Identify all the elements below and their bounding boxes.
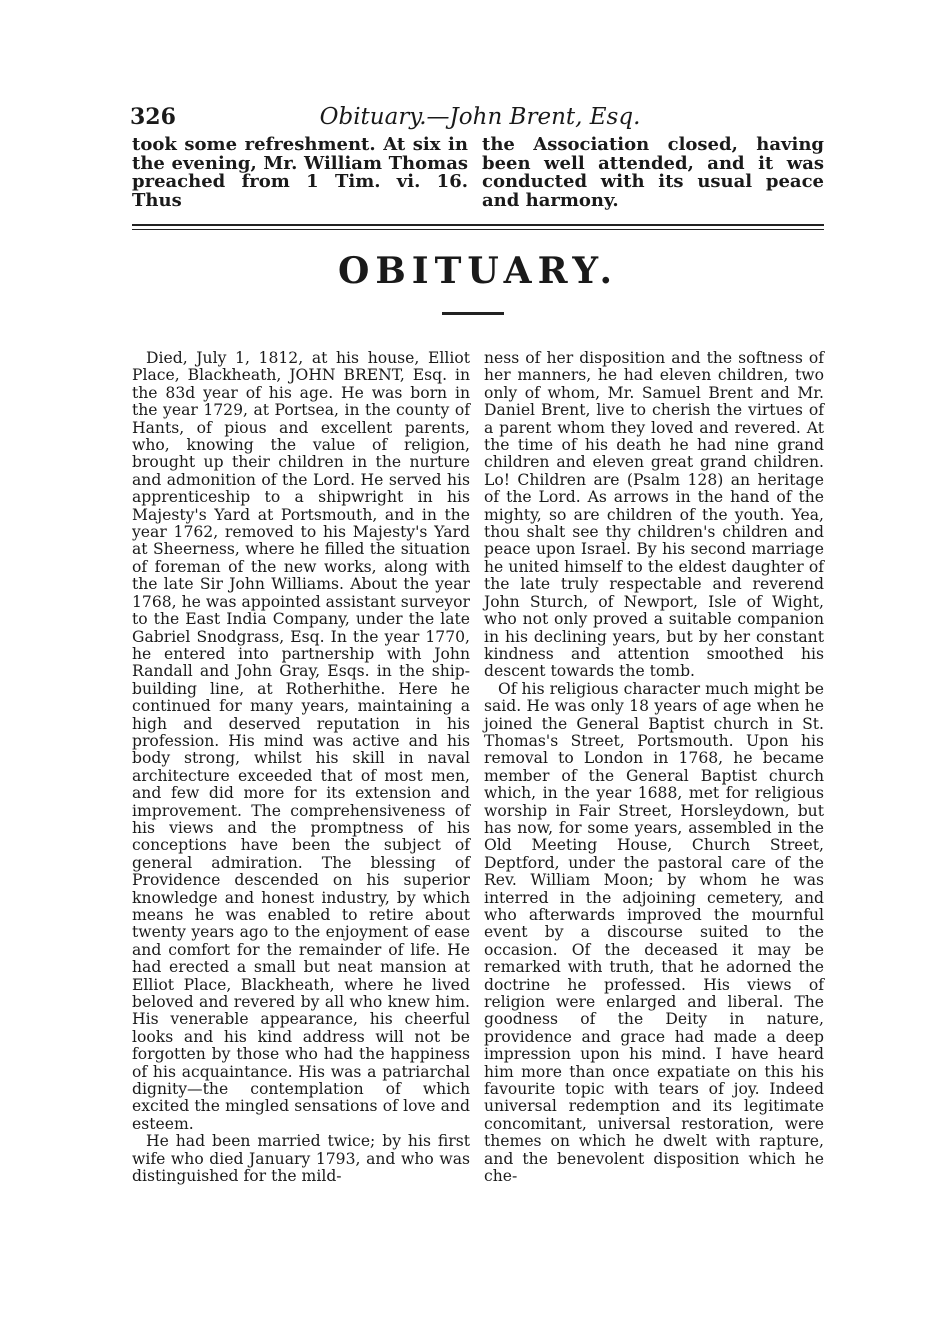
paragraph: He had been married twice; by his first wife who died January 1793, and who was distinguished for the mild- <box>132 1132 470 1186</box>
section-divider <box>132 224 824 226</box>
obituary-column-left <box>132 350 470 1186</box>
obituary-column-right <box>484 350 824 1186</box>
running-title: Obituary.—John Brent, Esq. <box>319 104 641 130</box>
continued-text-left <box>132 136 468 210</box>
paragraph: took some refreshment. At six in the evening, Mr. William Thomas preached from 1 Tim. vi. 16. Thus <box>132 134 468 211</box>
paragraph: Died, July 1, 1812, at his house, Elliot Place, Blackheath, JOHN BRENT, Esq. in the 83d year of his age. He was born in the year 1729, at Portsea, in the county of Hants, of pious and excellent parents, who, knowing the value of religion, brought up their children in the nurture and admonition of the Lord. He served his apprenticeship to a shipwright in his Majesty's Yard at Portsmouth, and in the year 1762, removed to his Majesty's Yard at Sheerness, where he filled the situation of foreman of the new works, along with the late Sir John Williams. About the year 1768, he was appointed assistant surveyor to the East India Company, under the late Gabriel Snodgrass, Esq. In the year 1770, he entered into partnership with John Randall and John Gray, Esqs. in the ship-building line, at Rotherhithe. Here he continued for many years, maintaining a high and deserved reputation in his profession. His mind was active and his body strong, whilst his skill in naval architecture exceeded that of most men, and few did more for its extension and improvement. The comprehensiveness of his views and the promptness of his conceptions have been the subject of general admiration. The blessing of Providence descended on his superior knowledge and honest industry, by which means he was enabled to retire about twenty years ago to the enjoyment of ease and comfort for the remainder of life. He had erected a small but neat mansion at Elliot Place, Blackheath, where he lived beloved and revered by all who knew him. His venerable appearance, his cheerful looks and his kind address will not be forgotten by those who had the happiness of his acquaintance. His was a patriarchal dignity—the contemplation of which excited the mingled sensations of love and esteem. <box>132 349 470 1133</box>
page-number: 326 <box>130 104 176 130</box>
section-divider-thin <box>132 229 824 230</box>
paragraph: Of his religious character much might be said. He was only 18 years of age when he joined the General Baptist church in St. Thomas's Street, Portsmouth. Upon his removal to London in 1768, he became member of the General Baptist church which, in the year 1688, met for religious worship in Fair Street, Horsleydown, but has now, for some years, assembled in the Old Meeting House, Church Street, Deptford, under the pastoral care of the Rev. William Moon; by whom he was interred in the adjoining cemetery, and who afterwards improved the mournful event by a discourse suited to the occasion. Of the deceased it may be remarked with truth, that he adorned the doctrine he professed. His views of religion were enlarged and liberal. The goodness of the Deity in nature, providence and grace had made a deep impression upon his mind. I have heard him more than once expatiate on this his favourite topic with tears of joy. Indeed universal redemption and its legitimate concomitant, universal restoration, were themes on which he dwelt with rapture, and the benevolent disposition which he che- <box>484 679 824 1186</box>
title-underline <box>442 312 504 315</box>
paragraph: ness of her disposition and the softness of her manners, he had eleven children, two only of whom, Mr. Samuel Brent and Mr. Daniel Brent, live to cherish the virtues of a parent whom they loved and revered. At the time of his death he had nine grand children and eleven great grand children. Lo! Children are (Psalm 128) an heritage of the Lord. As arrows in the hand of the mighty, so are children of the youth. Yea, thou shalt see thy children's children and peace upon Israel. By his second marriage he united himself to the eldest daughter of the late truly respectable and reverend John Sturch, of Newport, Isle of Wight, who not only proved a suitable companion in his declining years, but by her constant kindness and attention smoothed his descent towards the tomb. <box>484 349 824 681</box>
continued-text-right <box>482 136 824 210</box>
page-header <box>130 104 830 138</box>
section-title: OBITUARY. <box>337 250 619 292</box>
paragraph: the Association closed, having been well attended, and it was conducted with its usual peace and harmony. <box>482 134 824 211</box>
